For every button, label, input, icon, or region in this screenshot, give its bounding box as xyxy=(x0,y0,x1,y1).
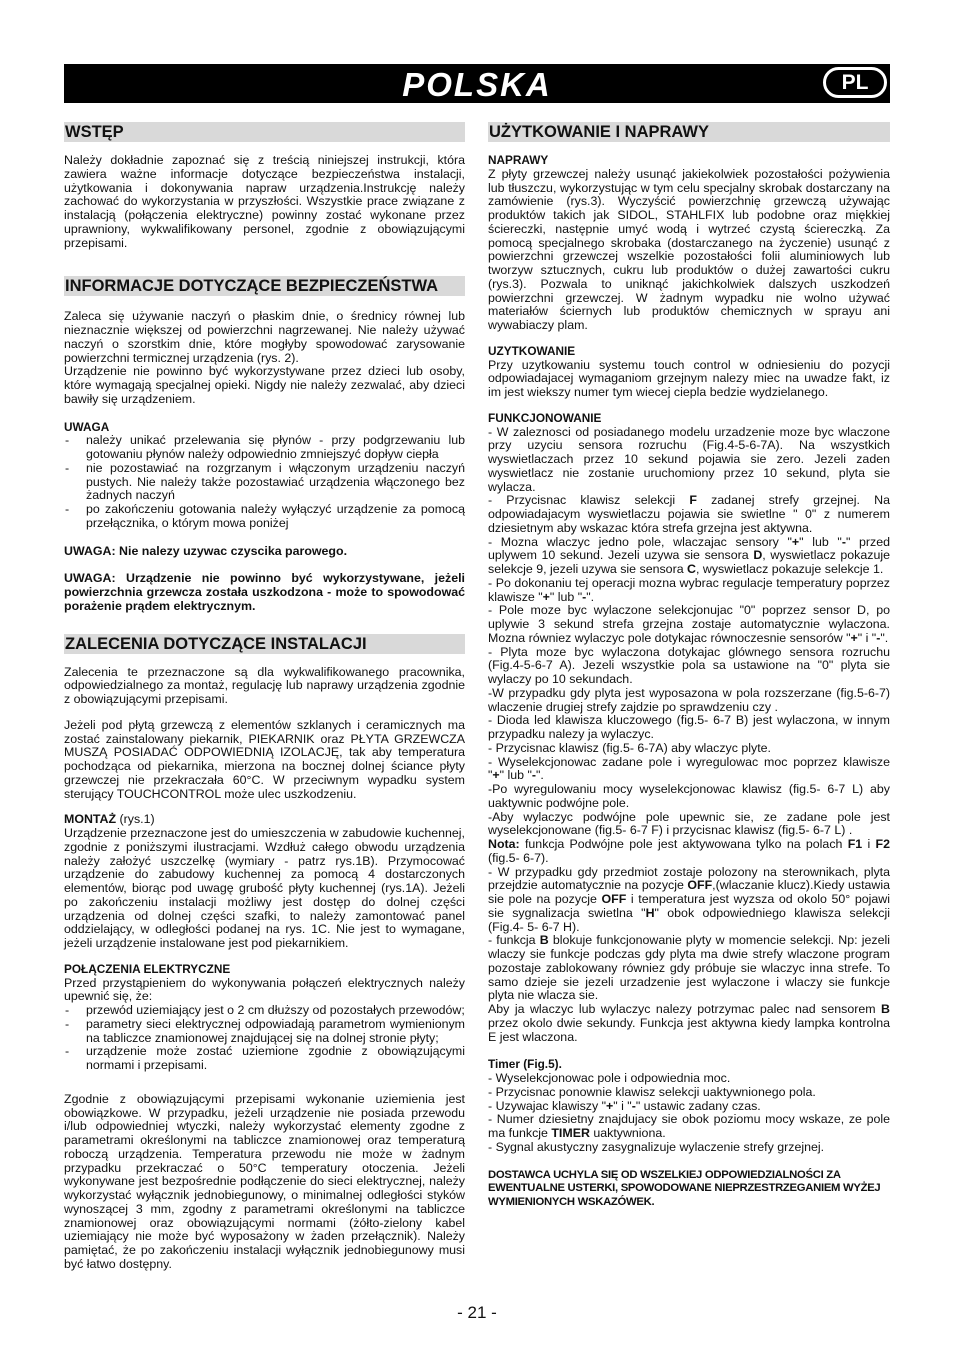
uzytkowanie-label: UZYTKOWANIE xyxy=(488,343,576,358)
install-text-2: Jeżeli pod płytą grzewczą z elementów szklanych i ceramicznych ma zostać zainstalowany piekarnik, PIEKARNIK oraz PŁYTA GRZEWCZA MUSZĄ POSIADAĆ ODPOWIEDNIĄ IZOLACJĘ, tak aby temperatura pochodząca od piekarnika, mierzona na bocznej dolnej ściance płyty grzewczej nie przekraczała 60°C. W przeciwnym wypadku system sterujący TOUCHCONTROL może ulec uszkodzeniu. xyxy=(64,717,465,801)
timer-line: - Numer dziesietny znajdujacy sie obok poziomu mocy wskaze, ze pole ma funkcje TIMER uaktywniona. xyxy=(488,1112,890,1140)
elec-list xyxy=(64,1004,465,1073)
func-para: - Plyta moze byc wylaczona dotykajac glównego sensora rozruchu (Fig.4-5-6-7 A). Jezeli wszystkie pola sa ustawione na "0" plyta sie wylaczy po 10 sekundach. xyxy=(488,644,890,686)
list-item: - urządzenie może zostać uziemione zgodnie z obowiązującymi normami i przepisami. xyxy=(64,1045,465,1073)
list-item: - po zakończeniu gotowania należy wyłączyć urządzenie za pomocą przełącznika, o którym mowa poniżej xyxy=(64,503,465,531)
disclaimer: DOSTAWCA UCHYLA SIĘ OD WSZELKIEJ ODPOWIEDZIALNOŚCI ZA EWENTUALNE USTERKI, SPOWODOWANE NIEPRZESTRZEGANIEM WYŻEJ WYMIENIONYCH WSKAZÓWEK. xyxy=(488,1168,881,1208)
list-item: - parametry sieci elektrycznej odpowiadają parametrom wymienionym na tabliczce znamionowej znajdującej się na dolnej stronie płyty; xyxy=(64,1018,465,1046)
safety-text-2: Urządzenie nie powinno być wykorzystywane przez dzieci lub osoby, które wymagają specjalnej opieki. Nigdy nie należy zezwalać, aby dzieci bawiły się urządzeniem. xyxy=(64,364,465,406)
left-column xyxy=(64,122,465,1272)
right-column xyxy=(488,122,890,1210)
naprawy-label: NAPRAWY xyxy=(488,153,549,167)
func-para: -Aby wylaczyc podwójne pole upewnic sie, ze zadane pole jest wyselekcjonowane (fig.5- 6-7 F) i przycisnac klawisz (fig.5- 6-7 L) . xyxy=(488,809,890,838)
func-para: - W zaleznosci od posiadanego modelu urzadzenie moze byc wlaczone przy uzyciu sensora rozruchu (Fig.4-5-6-7A). Na wszystkich wyswietlaczach przez 10 sekund pojawia sie zero. Jezeli zaden wyswietlacz nie zostanie uruchomiony przez 10 sekund, plyta sie wylacza. xyxy=(488,424,890,494)
uzytkowanie-text: Przy uzytkowaniu systemu touch control w odniesieniu do pozycji odpowiadajacej wymaganiom grzejnym nalezy miec na uwadze fakt, iz im jest wiekszy numer tym wiecej ciepla bedzie wydzielanego. xyxy=(488,357,890,399)
timer-label: Timer (Fig.5). xyxy=(488,1057,562,1072)
montaz-label: MONTAŻ xyxy=(64,812,117,827)
page-title: POLSKA xyxy=(402,66,552,103)
func-para: - Po dokonaniu tej operacji mozna wybrac regulacje temperatury poprzez klawisze "+" lub "-". xyxy=(488,575,890,604)
uwaga-list xyxy=(64,434,465,530)
func-para: - Dioda led klawisza kluczowego (fig.5- 6-7 B) jest wylaczona, w innym przypadku nalezy ja wylaczyc. xyxy=(488,713,890,741)
func-para: - Mozna wlaczyc jedno pole, wlaczajac sensory "+" lub "-" przed uplywem 10 sekund. Jezeli uzywa sie sensora D, wyswietlacz pokazuje selekcje 9, jezeli uzywa sie sensora C, wyswietlacz pokazuje selekcje 1. xyxy=(488,534,891,576)
func-para: - Przycisnac klawisz selekcji F zadanej strefy grzejnej. Na odpowiadajacym wyswietlaczu pojawia sie swietlne " 0" z numerem dziesietnym aby wskazac która strefa grzejna jest aktywna. xyxy=(488,493,891,535)
safety-text-1: Zaleca się używanie naczyń o płaskim dnie, o średnicy równej lub nieznacznie większej od powierzchni nagrzewanej. Nie należy używać naczyń o szorstkim dnie, które mogłyby spowodować zarysowanie powierzchni termicznej urządzenia (rys. 2). xyxy=(64,309,465,365)
intro-text: Należy dokładnie zapoznać się z treścią niniejszej instrukcji, która zawiera ważne informacje dotyczące bezpieczeństwa instalacji, użytkowania i dokonywania napraw urządzenia.Instrukcję należy zachować do wykorzystania w przyszłości. Wszystkie prace związane z instalacją (połączenia elektryczne) powinny zostać wykonane przez uprawniony, wykwalifikowany personel, zgodnie z obowiązującymi przepisami. xyxy=(64,153,465,250)
funkcjonowanie-label: FUNKCJONOWANIE xyxy=(488,410,602,425)
func-para: - Przycisnac klawisz (fig.5- 6-7A) aby wlaczyc plyte. xyxy=(488,740,771,755)
func-para: - Pole moze byc wylaczone selekcjonujac "0" poprzez sensor D, po uplywie 3 sekund strefa grzejna zostaje automatycznie wylaczona. Mozna równiez wylaczyc pole dotykajac równoczesnie sensorów "+" i "-". xyxy=(488,603,890,645)
func-para: - W przypadku gdy przedmiot zostaje polozony na sterownikach, plyta przejdzie automatycznie na pozycje OFF,(wlaczanie klucz).Kiedy ustawia sie pole na pozycje OFF i temperatura jest wyzsza od okolo 50° pojawi sie sygnalizacja swietlna "H" obok odpowiedniego klawisza selekcji (Fig.4- 5- 6-7 H). xyxy=(488,864,891,934)
montaz-text: Urządzenie przeznaczone jest do umieszczenia w zabudowie kuchennej, zgodnie z poniższymi ilustracjami. Wzdłuż całego obwodu urządzenia należy założyć uszczelkę (wymiary - patrz rys.1B). Przymocować urządzenie do zabudowy kuchennej za pomocą 4 dostarczonych elementów, biorąc pod uwagę grubość płyty kuchennej (rys.1A). Jeżeli po zakończeniu instalacji możliwy jest dostęp do dolnej części urządzenia od dolnej części szafki, to należy zamontować panel oddzielający, w odległości podanej na rys. 1C. Nie jest to wymagane, jeżeli urządzenie instalowane jest pod piekarnikiem. xyxy=(64,826,465,950)
naprawy-text: Z płyty grzewczej należy usunąć jakiekolwiek pozostałości pożywienia lub tłuszczu, wykorzystując w tym celu specjalny skrobak dostarczany na zamówienie (rys.3). Wyczyścić powierzchnię grzewczą używając produktów takich jak SIDOL, STAHLFIX lub podobne oraz miękkiej ściereczki, następnie umyć wodą i wytrzeć czystą ściereczką. Za pomocą specjalnego skrobaka (dostarczanego na życzenie) usunąć z powierzchni grzewczej wszelkie pozostałości folii aluminiowych lub tworzyw sztucznych, cukru lub produktów o dużej zawartości cukru (rys.3). Pozwala to uniknąć jakichkolwiek dalszych uszkodzeń powierzchni grzewczej. W żadnym wypadku nie wolno używać materiałów ściernych lub produktów chemicznych w sprayu ani wywabiaczy plam. xyxy=(488,166,890,332)
language-badge: PL xyxy=(823,67,887,98)
elec-label: POŁĄCZENIA ELEKTRYCZNE xyxy=(64,961,231,976)
func-para: -W przypadku gdy plyta jest wyposazona w pola rozszerzane (fig.5-6-7) wlaczenie drugiej strefy zajdzie po sprawdzeniu czy . xyxy=(488,685,890,714)
func-para: Aby ja wlaczyc lub wylaczyc nalezy potrzymac palec nad sensorem B przez okolo dwie sekundy. Funkcja jest aktywna kiedy lampka kontrolna E jest wlaczona. xyxy=(488,1002,890,1044)
montaz-heading xyxy=(64,813,465,827)
grounding-text: Zgodnie z obowiązującymi przepisami wykonanie uziemienia jest obowiązkowe. W przypadku, jeżeli urządzenie nie posiada przewodu i/lub odpowiedniej wtyczki, należy wykorzystać elementy zgodne z parametrami określonymi na tabliczce znamionowej oraz temperaturą roboczą urządzenia. Temperatura przewodu nie może w żadnym przypadku przekraczać o 50°C temperatury otoczenia. Jeżeli wykonywane jest bezpośrednie podłączenie do sieci elektrycznej, należy wykorzystać wyłącznik jednobiegunowy, o minimalnej odległości styków wynoszącej 3 mm, zgodny z parametrami określonymi na tabliczce znamionowej oraz obowiązującymi normami (żółto-zielony kabel uziemiający nie może być wyposażony w żaden przełącznik). Należy pamiętać, że po zakończeniu instalacji wyłącznik jednobiegunowy musi być łatwo dostępny. xyxy=(64,1091,465,1271)
func-para: -Po wyregulowaniu mocy wyselekcjonowac klawisz (fig.5- 6-7 L) aby uaktywnic podwójne pole. xyxy=(488,782,890,810)
func-note: Nota: funkcja Podwójne pole jest aktywowana tylko na polach F1 i F2 (fig.5- 6-7). xyxy=(488,837,891,865)
timer-line: - Sygnal akustyczny zasygnalizuje wylaczenie strefy grzejnej. xyxy=(488,1139,825,1154)
section-title-use: UŻYTKOWANIE I NAPRAWY xyxy=(488,122,890,142)
list-item: - nie pozostawiać na rozgrzanym i włączonym urządzeniu naczyń pustych. Nie należy także pozostawiać urządzenia włączonego bez żadnych naczyń xyxy=(64,462,465,503)
section-title-intro: WSTĘP xyxy=(64,122,465,142)
list-item: - przewód uziemiający jest o 2 cm dłuższy od pozostałych przewodów; xyxy=(64,1004,465,1018)
page-number: - 21 - xyxy=(457,1303,497,1322)
timer-line: - Uzywajac klawiszy "+" i "-" ustawic zadany czas. xyxy=(488,1098,761,1113)
language-banner xyxy=(64,64,890,103)
uwaga-label: UWAGA xyxy=(64,419,110,434)
section-title-safety: INFORMACJE DOTYCZĄCE BEZPIECZEŃSTWA xyxy=(64,276,465,296)
elec-intro: Przed przystąpieniem do wykonywania połączeń elektrycznych należy upewnić się, że: xyxy=(64,975,465,1004)
timer-line: - Wyselekcjonowac pole i odpowiednia moc. xyxy=(488,1071,731,1085)
steam-cleaner-warning: UWAGA: Nie nalezy uzywac czyscika parowego. xyxy=(64,543,348,558)
func-para: - Wyselekcjonowac zadane pole i wyregulowac moc poprzez klawisze "+" lub "-". xyxy=(488,754,890,783)
damage-warning: UWAGA: Urządzenie nie powinno być wykorzystywane, jeżeli powierzchnia grzewcza została uszkodzona - może to spowodować porażenie prądem elektrycznym. xyxy=(64,571,465,613)
install-text-1: Zalecenia te przeznaczone są dla wykwalifikowanego pracownika, odpowiedzialnego za montaż, regulację lub naprawy urządzenia zgodnie z obowiązującymi przepisami. xyxy=(64,664,465,706)
section-title-install: ZALECENIA DOTYCZĄCE INSTALACJI xyxy=(64,634,465,654)
list-item: - należy unikać przelewania się płynów - przy podgrzewaniu lub gotowaniu płynów należy odpowiednio zmniejszyć dopływ ciepła xyxy=(64,434,465,462)
func-para: - funkcja B blokuje funkcjonowanie plyty w momencie selekcji. Np: jezeli wlaczy sie funkcje podczas gdy plyta ma dwie strefy wlaczone program pozostaje zablokowany równiez gdy próbuje sie wlaczyc inna strefe. To samo dzieje sie jezeli urzadzenie jest wylaczone i wlaczy sie funkcje plyta nie wlacza sie. xyxy=(488,933,890,1003)
montaz-ref: (rys.1) xyxy=(119,812,155,827)
timer-line: - Przycisnac ponownie klawisz selekcji uaktywnionego pola. xyxy=(488,1084,816,1099)
